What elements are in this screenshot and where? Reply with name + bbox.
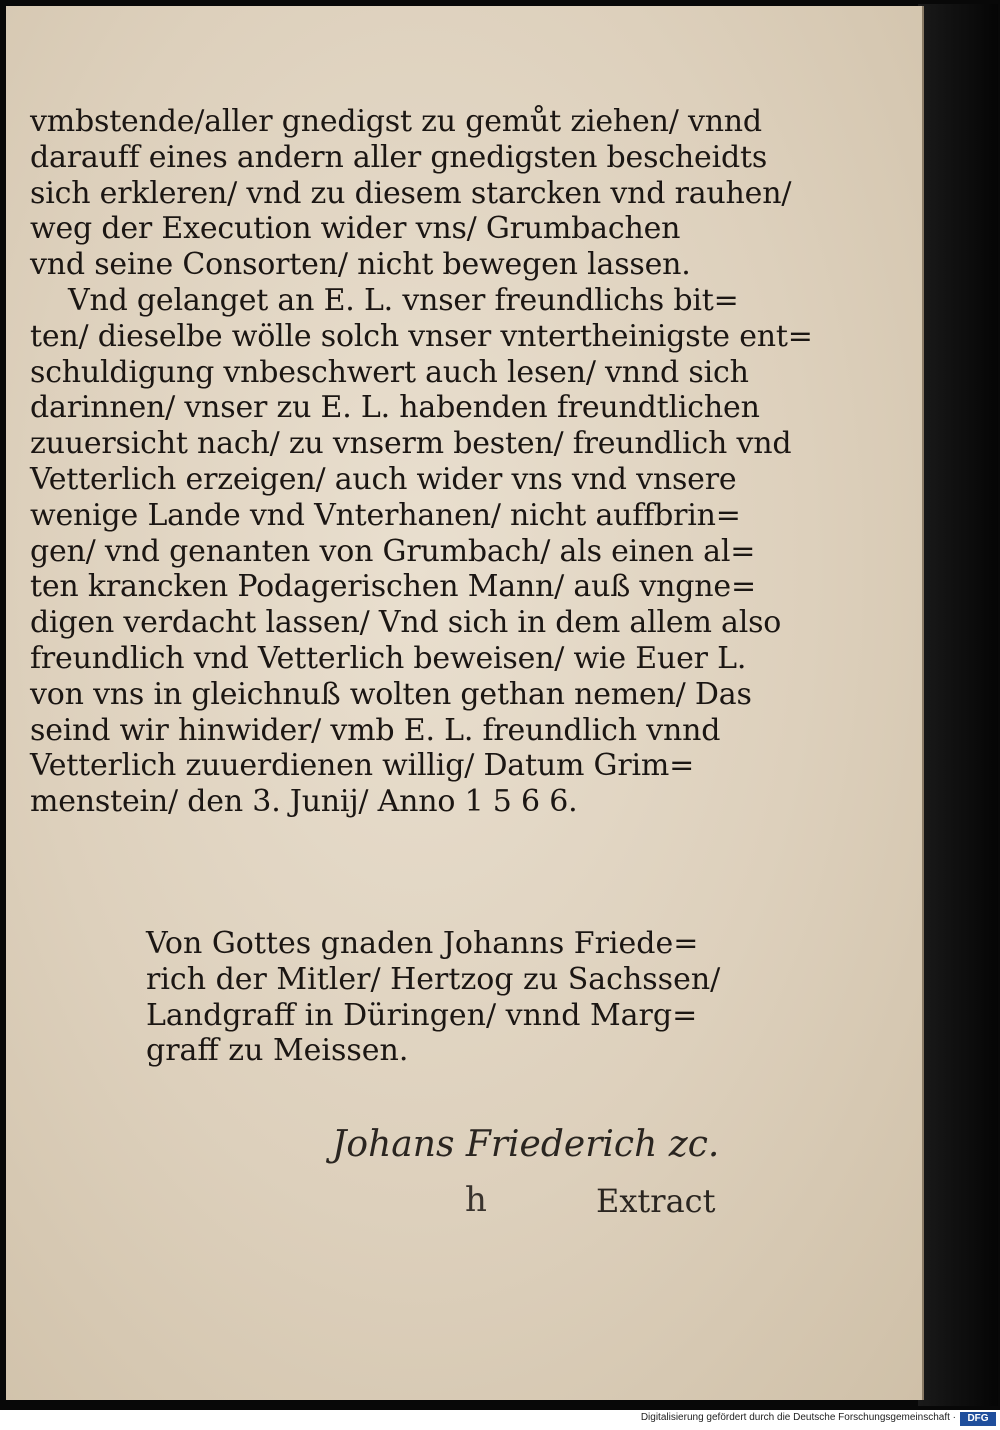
catchword: Extract xyxy=(596,1182,716,1220)
signoff-line: rich der Mitler/ Hertzog zu Sachssen/ xyxy=(146,961,721,997)
text-line: seind wir hinwider/ vmb E. L. freundlich vnnd xyxy=(30,712,721,748)
dfg-credit: Digitalisierung gefördert durch die Deutsche Forschungsgemeinschaft · xyxy=(640,1412,956,1423)
text-line: wenige Lande vnd Vnterhanen/ nicht auffbrin= xyxy=(30,497,741,533)
signature: Johans Friederich zc. xyxy=(332,1124,720,1165)
signoff-block xyxy=(146,926,726,1069)
text-line: vnd seine Consorten/ nicht bewegen lassen. xyxy=(30,247,691,283)
signoff-line: graff zu Meissen. xyxy=(146,1033,409,1069)
signoff-line: Landgraff in Düringen/ vnnd Marg= xyxy=(146,997,698,1033)
text-line: sich erkleren/ vnd zu diesem starcken vnd rauhen/ xyxy=(30,175,792,211)
text-line: schuldigung vnbeschwert auch lesen/ vnnd sich xyxy=(30,354,749,390)
signature-mark: h xyxy=(465,1180,487,1220)
text-line: freundlich vnd Vetterlich beweisen/ wie Euer L. xyxy=(30,640,747,676)
text-line: menstein/ den 3. Junij/ Anno 1 5 6 6. xyxy=(30,784,578,820)
text-line: digen verdacht lassen/ Vnd sich in dem allem also xyxy=(30,605,782,641)
signoff-line: Von Gottes gnaden Johanns Friede= xyxy=(146,926,699,961)
text-line: Vetterlich zuuerdienen willig/ Datum Grim= xyxy=(30,748,695,784)
text-line: weg der Execution wider vns/ Grumbachen xyxy=(30,211,681,247)
body-text xyxy=(30,104,813,820)
text-line: Vetterlich erzeigen/ auch wider vns vnd vnsere xyxy=(30,461,737,497)
text-line: zuuersicht nach/ zu vnserm besten/ freundlich vnd xyxy=(30,426,792,462)
text-line: ten krancken Podagerischen Mann/ auß vngne= xyxy=(30,569,756,605)
text-line: darauff eines andern aller gnedigsten bescheidts xyxy=(30,139,768,175)
text-line: darinnen/ vnser zu E. L. habenden freundtlichen xyxy=(30,390,760,426)
dfg-logo-icon: DFG xyxy=(960,1412,996,1426)
text-line: gen/ vnd genanten von Grumbach/ als einen al= xyxy=(30,533,756,569)
text-line: vmbstende/aller gnedigst zu gemůt ziehen/ vnnd xyxy=(30,104,762,139)
text-line: ten/ dieselbe wölle solch vnser vntertheinigste ent= xyxy=(30,318,813,354)
book-page-edge xyxy=(918,4,998,1406)
text-line: Vnd gelanget an E. L. vnser freundlichs bit= xyxy=(68,282,739,318)
text-line: von vns in gleichnuß wolten gethan nemen/ Das xyxy=(30,676,752,712)
